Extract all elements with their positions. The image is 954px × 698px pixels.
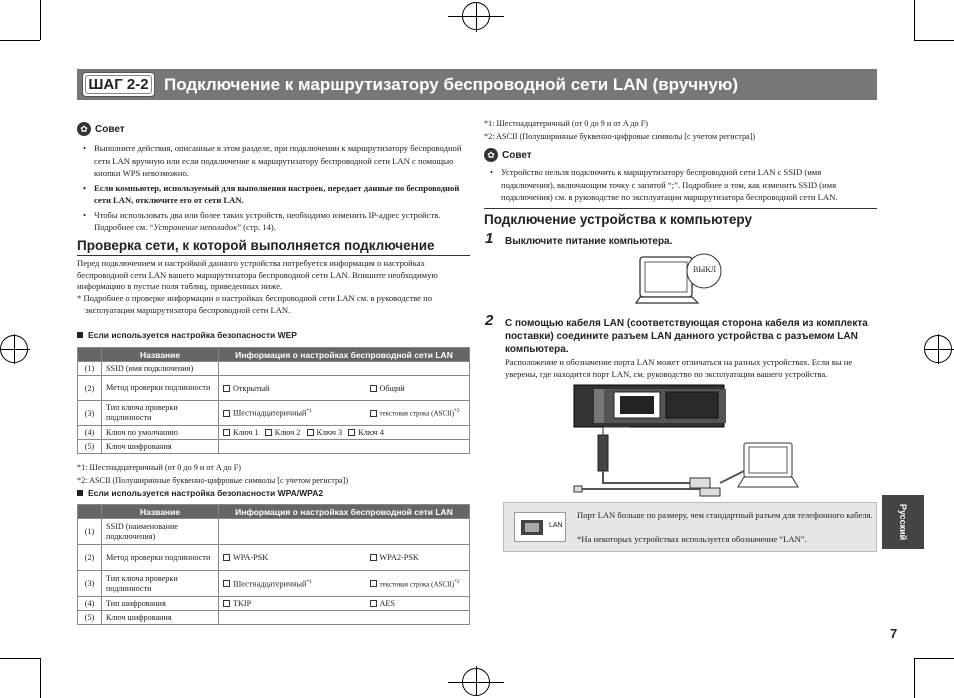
- checkbox-icon: [370, 410, 377, 417]
- tip-heading: ✿ Совет: [77, 122, 470, 136]
- column-header: Название: [102, 505, 219, 519]
- page-number: 7: [890, 626, 898, 641]
- footnote: *1: Шестнадцатеричный (от 0 до 9 и от A до F): [77, 463, 241, 472]
- table-wpa: [77, 504, 470, 625]
- list-item: • Выполните действия, описанные в этом разделе, при подключении к маршрутизатору беспроводной сети LAN вручную или если подключение к маршрутизатору беспроводной сети LAN с помощью кнопки WPS невозможно.: [83, 142, 470, 180]
- tip-list: [77, 142, 470, 234]
- step-text: С помощью кабеля LAN (соответствующая сторона кабеля из комплекта поставки) соедините разъем LAN данного устройства с разъемом LAN компьютера.: [505, 318, 868, 355]
- registration-mark: [462, 2, 490, 30]
- default-key-options[interactable]: Ключ 1 Ключ 2 Ключ 3 Ключ 4: [219, 426, 470, 440]
- tip-block: [484, 148, 877, 206]
- list-item: • Чтобы использовать два или более таких устройств, необходимо изменить IP-адрес устройств. Подробнее см. “Устранение неполадок” (стр. 14).: [83, 209, 470, 234]
- footnote: *2: ASCII (Полуширинные буквенно-цифровые символы [с учетом регистра]): [484, 132, 756, 141]
- section-rule: [77, 255, 470, 256]
- table-row: (5) Ключ шифрования: [78, 611, 470, 625]
- tip-heading: ✿ Совет: [484, 148, 877, 162]
- checkbox-ascii[interactable]: текстовая строка (ASCII)$^{*2}$: [366, 401, 470, 426]
- table-row: (2) Метод проверки подлинности Открытый Общий: [78, 376, 470, 401]
- page-title: Подключение к маршрутизатору беспроводной сети LAN (вручную): [164, 75, 739, 94]
- note-text: Порт LAN больше по размеру, чем стандартный разъем для телефонного кабеля.: [577, 510, 873, 520]
- checkbox-icon: [370, 385, 377, 392]
- table-row: (4) Ключ по умолчанию Ключ 1 Ключ 2 Ключ 3 Ключ 4: [78, 426, 470, 440]
- step-text: Выключите питание компьютера.: [505, 236, 673, 247]
- registration-mark: [924, 335, 952, 363]
- gear-icon: ✿: [484, 148, 498, 162]
- crop-mark: [40, 658, 41, 698]
- tip-list: [484, 166, 877, 204]
- power-off-label: ВЫКЛ: [693, 265, 717, 274]
- tip-block: [77, 122, 470, 236]
- checkbox-hex[interactable]: Шестнадцатеричный$^{*1}$: [219, 401, 366, 426]
- checkbox-ascii[interactable]: текстовая строка (ASCII)$^{*2}$: [366, 571, 470, 597]
- crop-mark: [0, 658, 40, 659]
- list-item: • Устройство нельзя подключить к маршрутизатору беспроводной сети LAN с SSID (имя подключения), включающим точку с запятой “;”. Подробнее о том, как изменить SSID (имя подключения) см. в руководстве по эксплуатации маршрутизатора беспроводной сети LAN.: [490, 166, 877, 204]
- footnote: *2: ASCII (Полуширинные буквенно-цифровые символы [с учетом регистра]): [77, 476, 349, 485]
- column-header: Информация о настройках беспроводной сети LAN: [219, 505, 470, 519]
- list-item: • Если компьютер, используемый для выполнения настроек, передает данные по беспроводной сети LAN, отключите его от сети LAN.: [83, 182, 470, 207]
- ssid-field[interactable]: [219, 519, 470, 545]
- check-note: * Подробнее о проверке информации о настройках беспроводной сети LAN см. в руководстве по эксплуатации маршрутизатора беспроводной сети LAN.: [77, 293, 433, 315]
- lan-port-icon: LAN: [514, 512, 566, 542]
- table-row: (3) Тип ключа проверки подлинности Шестнадцатеричный$^{*1}$ текстовая строка (ASCII)$^{*2}$: [78, 571, 470, 597]
- crop-mark: [0, 40, 40, 41]
- column-header: Название: [102, 348, 219, 362]
- column-header: Информация о настройках беспроводной сети LAN: [219, 348, 470, 362]
- gear-icon: ✿: [77, 122, 91, 136]
- checkbox-tkip[interactable]: TKIP: [219, 597, 366, 611]
- crop-mark: [40, 0, 41, 40]
- registration-mark: [0, 335, 28, 363]
- connection-illustration: [570, 383, 800, 498]
- note-text: *На некоторых устройствах используется обозначение “LAN”.: [577, 534, 807, 544]
- table-row: (5) Ключ шифрования: [78, 440, 470, 454]
- checkbox-open[interactable]: Открытый: [219, 376, 366, 401]
- table-row: (1) SSID (наименование подключения): [78, 519, 470, 545]
- checkbox-aes[interactable]: AES: [366, 597, 470, 611]
- checkbox-icon: [223, 410, 230, 417]
- section-title-connect: Подключение устройства к компьютеру: [484, 212, 752, 227]
- table-wep: [77, 347, 470, 454]
- table-row: (2) Метод проверки подлинности WPA-PSK WPA2-PSK: [78, 545, 470, 571]
- checkbox-shared[interactable]: Общий: [366, 376, 470, 401]
- section-rule: [484, 208, 877, 209]
- section-title-check: Проверка сети, к которой выполняется подключение: [77, 238, 435, 253]
- table-row: (4) Тип шифрования TKIP AES: [78, 597, 470, 611]
- check-paragraph: Перед подключением и настройкой данного устройства потребуется информация о настройках беспроводной сети LAN вашего маршрутизатора беспроводной сети LAN. Впишите необходимую информацию в пустые поля таблиц, приведенных ниже.: [77, 258, 438, 292]
- step2-note: Расположение и обозначение порта LAN может отличаться на разных устройствах. Если вы не уверены, где находится порт LAN, см. руководство по эксплуатации вашего устройства.: [505, 357, 853, 379]
- encryption-key-field[interactable]: [219, 611, 470, 625]
- crop-mark: [914, 658, 954, 659]
- table-wpa-label: Если используется настройка безопасности WPA/WPA2: [77, 488, 323, 498]
- crop-mark: [914, 658, 915, 698]
- table-row: (3) Тип ключа проверки подлинности Шестнадцатеричный$^{*1}$ текстовая строка (ASCII)$^{*2}$: [78, 401, 470, 426]
- table-wep-label: Если используется настройка безопасности WEP: [77, 330, 297, 340]
- checkbox-wpa2-psk[interactable]: WPA2-PSK: [366, 545, 470, 571]
- crop-mark: [914, 40, 954, 41]
- ssid-field[interactable]: [219, 362, 470, 376]
- language-tab: Русский: [882, 495, 924, 549]
- step-badge: [82, 72, 155, 97]
- encryption-key-field[interactable]: [219, 440, 470, 454]
- step-number: 2: [485, 312, 494, 329]
- checkbox-wpa-psk[interactable]: WPA-PSK: [219, 545, 366, 571]
- registration-mark: [462, 668, 490, 696]
- table-row: (1) SSID (имя подключения): [78, 362, 470, 376]
- laptop-illustration: [634, 253, 726, 313]
- step-badge-label: ШАГ 2-2: [85, 75, 152, 94]
- step-number: 1: [485, 230, 494, 247]
- checkbox-icon: [223, 385, 230, 392]
- crop-mark: [914, 0, 915, 40]
- footnote: *1: Шестнадцатеричный (от 0 до 9 и от A до F): [484, 119, 648, 128]
- checkbox-hex[interactable]: Шестнадцатеричный$^{*1}$: [219, 571, 366, 597]
